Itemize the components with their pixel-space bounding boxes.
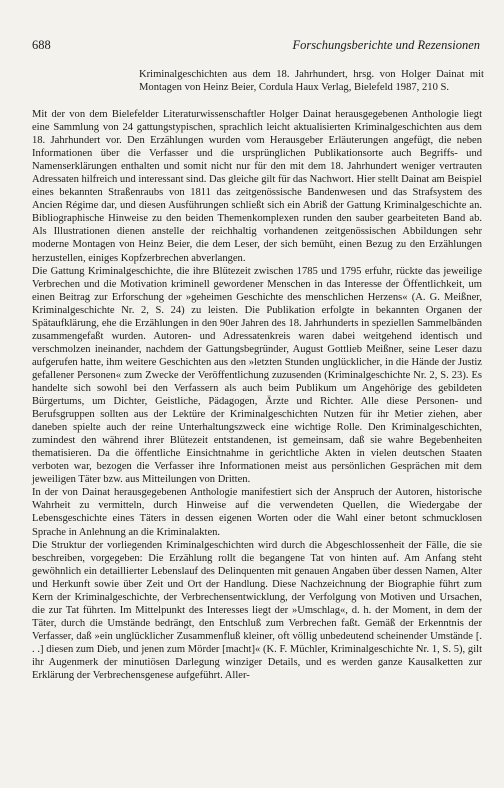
- review-body: [32, 108, 482, 682]
- paragraph: Mit der von dem Bielefelder Literaturwissenschaftler Holger Dainat herausgegebenen Anthologie liegt eine Sammlung von 24 gattungstypischen, sprachlich leicht aktualisierten Kriminalgeschichten aus dem 18. Jahrhundert vor. Den Erzählungen wurden vom Herausgeber Erläuterungen angefügt, die neben Informationen über die Verfasser und die ursprünglichen Publikationsorte auch Begriffs- und Namenserklärungen enthalten und somit nicht nur für den mit dem 18. Jahrhundert weniger vertrauten Adressaten hilfreich und interessant sind. Das gleiche gilt für das Nachwort. Hier stellt Dainat am Beispiel eines bekannten Straßenraubs von 1811 das zeitgenössische Bandenwesen und das Strafsystem des Ancien Régime dar, und diesen Ausführungen schließt sich ein Abriß der Gattung Kriminalgeschichte an. Bibliographische Hinweise zu den beiden Themenkomplexen runden den sauber gearbeiteten Band ab. Als Illustrationen dienen anstelle der reichhaltig vorhandenen zeitgenössischen Abbildungen sehr moderne Montagen von Heinz Beier, die dem Leser, der sich bemüht, einen Bezug zu den Erzählungen herzustellen, einiges Kopfzerbrechen abverlangen.: [32, 109, 482, 264]
- paragraph: In der von Dainat herausgegebenen Anthologie manifestiert sich der Anspruch der Autoren, historische Wahrheit zu vermitteln, durch Hinweise auf die verwendeten Quellen, die Wiedergabe der Lebensgeschichte eines Täters in dessen eigenen Worten oder die Wahl einer betont schmucklosen Sprache in Anlehnung an die Kriminalakten.: [32, 487, 482, 538]
- bibliographic-entry: Kriminalgeschichten aus dem 18. Jahrhundert, hrsg. von Holger Dainat mit Montagen von Heinz Beier, Cordula Haux Verlag, Bielefeld 1987, 210 S.: [139, 69, 484, 94]
- journal-section-title: Forschungsberichte und Rezensionen: [292, 38, 480, 52]
- page-number: 688: [32, 38, 51, 52]
- paragraph: Die Struktur der vorliegenden Kriminalgeschichten wird durch die Abgeschlossenheit der Fälle, die sie beschreiben, vorgegeben: Die Erzählung rollt die begangene Tat von hinten auf. Am Anfang steht gewöhnlich ein detaillierter Lebenslauf des Delinquenten mit genauen Angaben über dessen Namen, Alter und Herkunft sowie über Zeit und Ort der Handlung. Diese Nachzeichnung der Biographie führt zum Kern der Kriminalgeschichte, der Verbrechensentwicklung, der Verfolgung von Motiven und Ursachen, die zur Tat führten. Im Mittelpunkt des Interesses liegt der »Umschlag«, d. h. der Moment, in dem der Täter, durch die Umstände bedrängt, den Entschluß zum Verbrechen faßt. Gemäß der Erkenntnis der Verfasser, daß »ein unglücklicher Zusammenfluß kleiner, oft völlig unbedeutend scheinender Umstände [. . .] diesen zum Dieb, und jenen zum Mörder [macht]« (K. F. Müchler, Kriminalgeschichte Nr. 1, S. 5), gilt ihr Augenmerk der minutiösen Darlegung winziger Details, und es werden ganze Kausalketten zur Erklärung der Verbrechensgenese aufgeführt. Aller-: [32, 539, 482, 682]
- running-header: [32, 38, 480, 54]
- paragraph: Die Gattung Kriminalgeschichte, die ihre Blütezeit zwischen 1785 und 1795 erfuhr, rückte das jeweilige Verbrechen und die Motivation kriminell gewordener Menschen in das Interesse der Öffentlichkeit, um einen Beitrag zur Erforschung der »geheimen Geschichte des menschlichen Herzens« (A. G. Meißner, Kriminalgeschichte Nr. 2, S. 24) zu leisten. Die Publikation erfolgte in bekannten Organen der Spätaufklärung, ehe die Erzählungen in den 90er Jahren des 18. Jahrhunderts in speziellen Sammelbänden zusammengefaßt wurden. Autoren- und Adressatenkreis waren dabei weitgehend identisch und verschmolzen ineinander, nachdem der Gattungsbegründer, August Gottlieb Meißner, seine Leser dazu aufgerufen hatte, ihm weitere Geschichten aus den »letzten Stunden unglücklicher, in die Hände der Justiz gefallener Personen« zum Zwecke der Veröffentlichung zuzusenden (Kriminalgeschichte Nr. 2, S. 23). Es handelte sich sowohl bei den Verfassern als auch beim Publikum um Angehörige des gebildeten Bürgertums, um Dichter, Geistliche, Pädagogen, Ärzte und Richter. Alle diese Personen- und Berufsgruppen sollten aus der Lektüre der Kriminalgeschichten Nutzen für ihr Metier ziehen, aber daneben spielte auch der reine Unterhaltungszweck eine wichtige Rolle. Den Kriminalgeschichten, zumindest den während ihrer Blütezeit entstandenen, ist gemeinsam, daß sie wahre Begebenheiten thematisieren. Da die öffentliche Einsichtnahme in gerichtliche Akten in vielen deutschen Staaten verboten war, bezogen die Verfasser ihre Informationen meist aus persönlichen Gesprächen mit dem jeweiligen Täter bzw. aus Mitteilungen von Dritten.: [32, 265, 482, 486]
